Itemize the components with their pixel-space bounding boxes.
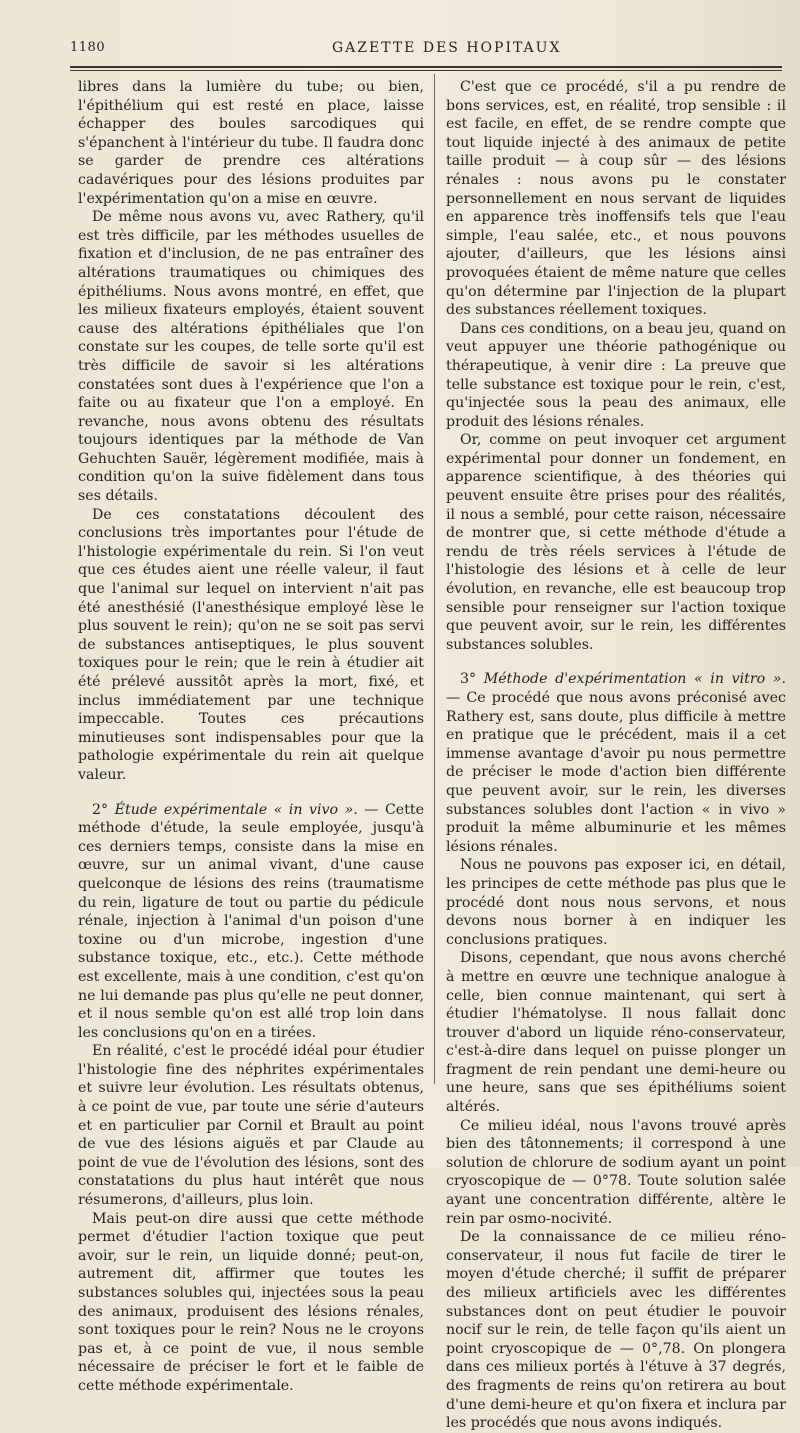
paragraph: De même nous avons vu, avec Rathery, qu'il est très difficile, par les méthodes usuelles de fixation et d'inclusion, de ne pas entraîner des altérations traumatiques ou chimiques des épithéliums. Nous avons montré, en effet, que les milieux fixateurs employés, étaient souvent cause des altérations épithéliales que l'on constate sur les coupes, de telle sorte qu'il est très difficile de savoir si les altérations constatées sont dues à l'expérience que l'on a faite ou au fixateur que l'on a employé. En revanche, nous avons obtenu des résultats toujours identiques par la méthode de Van Gehuchten Sauër, légèrement modifiée, mais à condition qu'on la suive fidèlement dans tous ses détails.	[78, 209, 424, 505]
paragraph: En réalité, c'est le procédé idéal pour étudier l'histologie fine des néphrites expérimentales et suivre leur évolution. Les résultats obtenus, à ce point de vue, par toute une série d'auteurs et en particulier par Cornil et Brault au point de vue des lésions aiguës et par Claude au point de vue de l'évolution des lésions, sont des constatations du plus haut intérêt que nous résumerons, d'ailleurs, plus loin.	[78, 1043, 424, 1209]
section-3-paragraph	[446, 670, 786, 856]
page-header	[70, 40, 785, 62]
paragraph: Ce milieu idéal, nous l'avons trouvé après bien des tâtonnements; il correspond à une solution de chlorure de sodium ayant un point cryoscopique de — 0°78. Toute solution salée ayant une concentration différente, altère le rein par osmo-nocivité.	[446, 1117, 786, 1227]
paragraph: libres dans la lumière du tube; ou bien, l'épithélium qui est resté en place, laisse échapper des boules sarcodiques qui s'épanchent à l'intérieur du tube. Il faudra donc se garder de prendre ces altérations cadavériques pour des lésions produites par l'expérimentation qu'on a mise en œuvre.	[78, 79, 424, 207]
page-number: 1180	[70, 40, 106, 55]
header-rule-thick	[70, 66, 782, 68]
section-text: — Ce procédé que nous avons préconisé avec Rathery est, sans doute, plus difficile à mettre en pratique que le précédent, mais il a cet immense avantage d'avoir pu nous permettre de préciser le mode d'action bien différente que peuvent avoir, sur le rein, les diverses substances solubles dont l'action « in vivo » produit la même albuminurie et les mêmes lésions rénales.	[446, 690, 786, 855]
journal-title: GAZETTE DES HOPITAUX	[332, 40, 562, 56]
paragraph: Mais peut-on dire aussi que cette méthode permet d'étudier l'action toxique que peut avoir, sur le rein, un liquide donné; peut-on, autrement dit, affirmer que toutes les substances solubles qui, injectées sous la peau des animaux, produisent des lésions rénales, sont toxiques pour le rein? Nous ne le croyons pas et, à ce point de vue, il nous semble nécessaire de préciser le fort et le faible de cette méthode expérimentale.	[78, 1210, 424, 1394]
paragraph: Or, comme on peut invoquer cet argument expérimental pour donner un fondement, en apparence scientifique, à des théories qui peuvent ensuite être prises pour des réalités, il nous a semblé, pour cette raison, nécessaire de montrer que, si cette méthode d'étude a rendu de très réels services à l'étude de l'histologie des lésions et à celle de leur évolution, en revanche, elle est beaucoup trop sensible pour renseigner sur l'action toxique que peuvent avoir, sur le rein, les différentes substances solubles.	[446, 432, 786, 653]
section-title: Étude expérimentale « in vivo ».	[114, 801, 358, 818]
header-rule-thin	[70, 70, 782, 71]
left-column	[78, 78, 424, 1396]
paragraph: Nous ne pouvons pas exposer ici, en détail, les principes de cette méthode pas plus que le procédé dont nous nous servons, et nous devons nous borner à en indiquer les conclusions pratiques.	[446, 857, 786, 948]
paragraph: C'est que ce procédé, s'il a pu rendre de bons services, est, en réalité, trop sensible : il est facile, en effet, de se rendre compte que tout liquide injecté à des animaux de petite taille produit — à coup sûr — des lésions rénales : nous avons pu le constater personnellement en nous servant de liquides en apparence très inoffensifs tels que l'eau simple, l'eau salée, etc., et nous pouvons ajouter, d'ailleurs, que les lésions ainsi provoquées étaient de même nature que celles qu'on détermine par l'injection de la plupart des substances réellement toxiques.	[446, 79, 786, 319]
section-number: 3°	[460, 671, 477, 688]
paragraph: De la connaissance de ce milieu réno-conservateur, il nous fut facile de tirer le moyen d'étude cherché; il suffit de préparer des milieux artificiels avec les différentes substances dont on peut étudier le pouvoir nocif sur le rein, de telle façon qu'ils aient un point cryoscopique de — 0°,78. On plongera dans ces milieux portés à l'étuve à 37 degrés, des fragments de reins qu'on retirera au bout d'une demi-heure et qu'on fixera et inclura par les procédés que nous avons indiqués.	[446, 1229, 786, 1432]
section-2-paragraph	[78, 801, 424, 1043]
paragraph: De ces constatations découlent des conclusions très importantes pour l'étude de l'histologie expérimentale du rein. Si l'on veut que ces études aient une réelle valeur, il faut que l'animal sur lequel on intervient n'ait pas été anesthésié (l'anesthésique employé lèse le plus souvent le rein); qu'on ne se soit pas servi de substances antiseptiques, le plus souvent toxiques pour le rein; que le rein à étudier ait été prélevé aussitôt après la mort, fixé, et inclus immédiatement par une technique impeccable. Toutes ces précautions minutieuses sont indispensables pour que la pathologie expérimentale du rein ait quelque valeur.	[78, 506, 424, 783]
section-title: Méthode d'expérimentation « in vitro ».	[483, 671, 786, 688]
right-column	[446, 78, 786, 1433]
section-text: — Cette méthode d'étude, la seule employée, jusqu'à ces derniers temps, consiste dans la mise en œuvre, sur un animal vivant, d'une cause quelconque de lésions des reins (traumatisme du rein, ligature de tout ou partie du pédicule rénale, injection à l'animal d'un poison d'une toxine ou d'un microbe, ingestion d'une substance toxique, etc., etc.). Cette méthode est excellente, mais à une condition, c'est qu'on ne lui demande pas plus qu'elle ne peut donner, et il nous semble qu'on est allé trop loin dans les conclusions qu'on en a tirées.	[78, 801, 425, 1041]
section-number: 2°	[92, 801, 109, 818]
paragraph: Dans ces conditions, on a beau jeu, quand on veut appuyer une théorie pathogénique ou thérapeutique, à venir dire : La preuve que telle substance est toxique pour le rein, c'est, qu'injectée sous la peau des animaux, elle produit des lésions rénales.	[446, 320, 786, 430]
paragraph: Disons, cependant, que nous avons cherché à mettre en œuvre une technique analogue à celle, bien connue maintenant, qui sert à étudier l'hématolyse. Il nous fallait donc trouver d'abord un liquide réno-conservateur, c'est-à-dire dans lequel on puisse plonger un fragment de rein pendant une demi-heure ou une heure, sans que ses épithéliums soient altérés.	[446, 950, 786, 1116]
column-divider	[434, 74, 435, 1084]
